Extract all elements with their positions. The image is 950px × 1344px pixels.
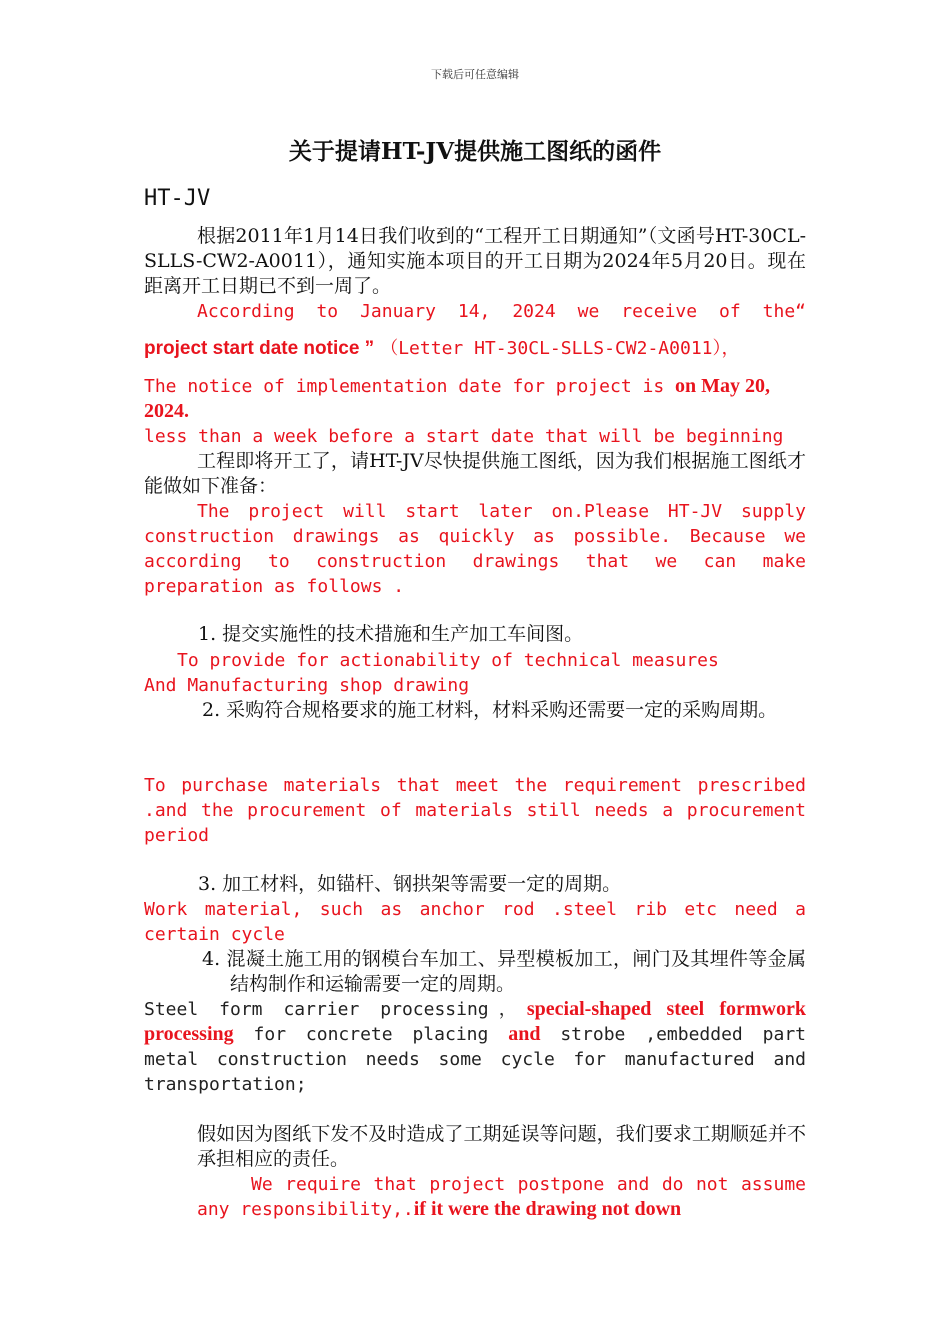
item-4-en — [144, 997, 806, 1097]
paragraph-5-cn: 假如因为图纸下发不及时造成了工期延误等问题，我们要求工期顺延并不承担相应的责任。 — [197, 1123, 806, 1170]
item-1-cn: 1. 提交实施性的技术措施和生产加工车间图。 — [198, 623, 584, 645]
item-2-cn: 2. 采购符合规格要求的施工材料，材料采购还需要一定的采购周期。 — [202, 699, 778, 721]
item-3-cn: 3. 加工材料，如锚杆、钢拱架等需要一定的周期。 — [198, 873, 622, 895]
paragraph-2-en: The project will start later on.Please HT-JV supply construction drawings as quickly as possible. Because we according to construction drawings that we can make preparation as follows . — [144, 501, 806, 597]
letter-reference: （Letter HT-30CL-SLLS-CW2-A0011）， — [380, 338, 740, 359]
paragraph-2-cn: 工程即将开工了，请HT-JV尽快提供施工图纸，因为我们根据施工图纸才能做如下准备： — [144, 450, 806, 497]
item-4-en-part-2: for concrete placing — [233, 1024, 509, 1045]
paragraph-5-en-bold: if it were the drawing not down — [413, 1198, 682, 1220]
page-header: 下载后可任意编辑 — [431, 68, 519, 81]
notice-text: The notice of implementation date for project is — [144, 376, 676, 397]
item-4-en-part-1: Steel form carrier processing， — [144, 999, 527, 1020]
item-4-en-part-3: strobe ,embedded part metal construction needs some cycle for manufactured and transportation; — [144, 1024, 806, 1095]
paragraph-1-en-b — [144, 336, 806, 361]
paragraph-1-en-c — [144, 374, 806, 424]
item-4-en-bold-2: and — [508, 1023, 541, 1045]
item-1-en-b: And Manufacturing shop drawing — [144, 675, 470, 696]
item-4-en-bold-1: special-shaped steel formwork processing — [144, 998, 806, 1045]
paragraph-1-en-a: According to January 14, 2024 we receive of the“ — [197, 301, 806, 322]
item-1-en-a: To provide for actionability of technical measures — [177, 650, 719, 671]
notice-title: project start date notice ” — [144, 338, 375, 359]
recipient: HT-JV — [144, 186, 211, 211]
paragraph-1-cn: 根据2011年1月14日我们收到的“工程开工日期通知”（文函号HT-30CL-SLLS-CW2-A0011），通知实施本项目的开工日期为2024年5月20日。现在距离开工日期已不到一周了。 — [144, 225, 806, 297]
item-3-en: Work material, such as anchor rod .steel rib etc need a certain cycle — [144, 899, 806, 945]
start-date: on May 20, 2024. — [144, 375, 771, 422]
letter-title: 关于提请HT-JV提供施工图纸的函件 — [288, 138, 662, 165]
item-2-en: To purchase materials that meet the requirement prescribed .and the procurement of materials still needs a procurement period — [144, 775, 806, 846]
paragraph-5-en-part-1: We require that project postpone and do not assume any responsibility,. — [197, 1174, 806, 1220]
paragraph-5-en — [144, 1172, 806, 1222]
paragraph-1-en-d: less than a week before a start date that will be beginning — [144, 426, 784, 447]
item-4-cn: 4. 混凝土施工用的钢模台车加工、异型模板加工，闸门及其埋件等金属结构制作和运输需要一定的周期。 — [202, 948, 806, 995]
